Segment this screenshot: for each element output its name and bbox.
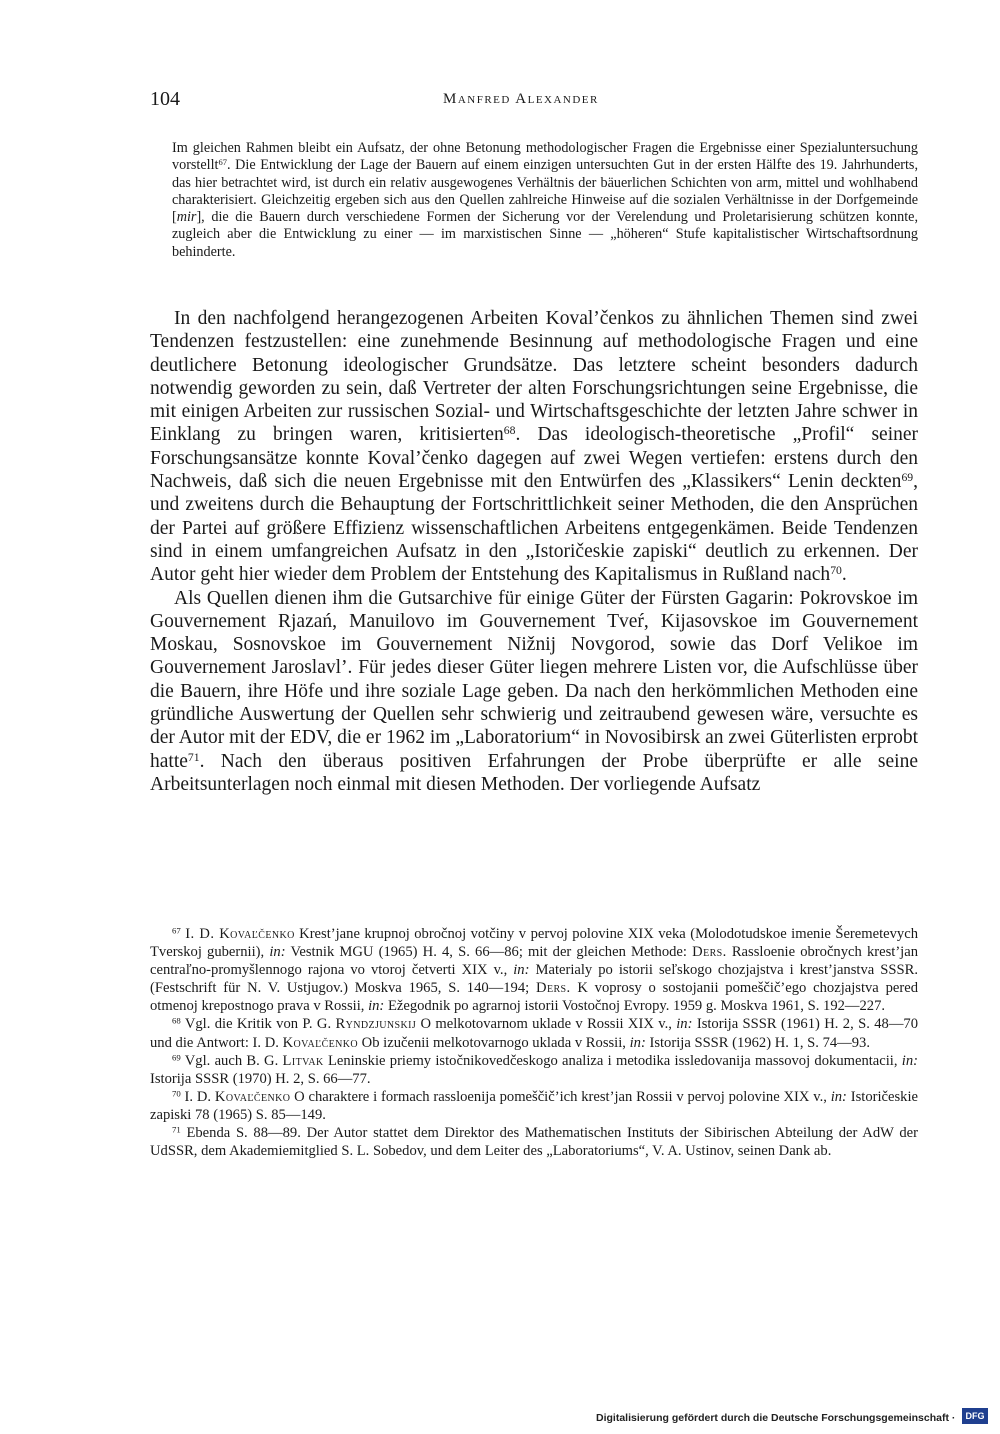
footnote-text: Vestnik MGU (1965) H. 4, S. 66—86; mit der gleichen Methode: <box>285 944 693 961</box>
main-text <box>150 307 918 796</box>
footnote-author: I. D. Kovaľčenko <box>185 926 295 942</box>
footnote-68 <box>150 1015 918 1051</box>
footnote-text: K voprosy o sostojanii pomeščič’ego chozjajstva pered otmenoj krepostnogo prava v Rossii, <box>150 980 918 1015</box>
footnote-number: 71 <box>172 1124 181 1135</box>
footnote-text: O charaktere i formach rassloenija pomeščič’ich krest’jan Rossii v pervoj polovine XIX v., <box>290 1088 831 1105</box>
footnote-in: in: <box>269 944 286 961</box>
footnote-author: Ders. <box>536 980 571 997</box>
footnote-ref-68[interactable]: 68 <box>503 424 516 438</box>
footnote-ref-70[interactable]: 70 <box>830 564 842 578</box>
body-paragraph <box>150 587 918 797</box>
footnote-ref-71[interactable]: 71 <box>187 750 200 764</box>
footnote-text: Istorija SSSR (1961) H. 2, S. 48—70 und die Antwort: I. D. <box>150 1016 919 1051</box>
footnote-text: Vgl. die Kritik von P. G. <box>180 1016 336 1033</box>
intro-paragraph <box>172 140 918 261</box>
footnote-text: Ežegodnik po agrarnoj istorii Vostočnoj Evropy. 1959 g. Moskva 1961, S. 192—227. <box>384 998 886 1015</box>
footnote-ref-67[interactable]: 67 <box>218 157 227 168</box>
footnote-in: in: <box>830 1088 847 1105</box>
footnote-text: Istorija SSSR (1962) H. 1, S. 74—93. <box>645 1034 871 1051</box>
footnote-in: in: <box>676 1016 693 1033</box>
running-header-author: Manfred Alexander <box>443 91 599 107</box>
footnote-in: in: <box>513 962 530 979</box>
footnote-67 <box>150 925 918 1015</box>
dfg-logo: DFG <box>962 1408 988 1424</box>
body-text: Als Quellen dienen ihm die Gutsarchive für einige Güter der Fürsten Gagarin: Pokrovskoe im Gouvernement Rjazań, Manuilovo im Gouvernement Tveŕ, Kijasovskoe im Gouvernement Moskau, Sosnovskoe im Gouvernement Nižnij Novgorod, sowie das Dorf Velikoe im Gouvernement Jaroslavl’. Für jedes dieser Güter liegen mehrere Listen vor, die Aufschlüsse über die Bauern, ihre Höfe und ihre soziale Lage geben. Da nach den herkömmlichen Methoden eine gründliche Auswertung der Quellen sehr schwierig und zeitraubend gewesen wäre, versuchte es der Autor mit der EDV, die er 1962 im „Laboratorium“ in Novosibirsk an zwei Güterlisten erprobt hatte <box>150 587 918 772</box>
body-paragraph <box>150 307 918 587</box>
footnote-text: Krest’jane krupnoj obročnoj votčiny v pervoj polovine XIX veka (Molodotudskoe imenie Šeremetevych Tverskoj gubernii), <box>150 926 918 961</box>
footnote-author: Kovaľčenko <box>214 1088 291 1105</box>
footnote-text: O melkotovarnom uklade v Rossii XIX v., <box>416 1016 677 1033</box>
body-text: , und zweitens durch die Behauptung der Fortschrittlichkeit seiner Methoden, die den Ansprüchen der Partei auf größere Effizienz wissenschaftlichen Arbeitens entgegenkämen. Beide Tendenzen sind in einem umfangreichen Aufsatz in den „Istoričeskie zapiski“ deutlich zu erkennen. Der Autor geht hier wieder dem Problem der Entstehung des Kapitalismus in Rußland nach <box>150 471 918 586</box>
footnote-author: Ders. <box>692 944 727 961</box>
italic-term: mir <box>176 209 197 226</box>
page-number: 104 <box>150 88 180 110</box>
footnote-text: Vgl. auch B. G. <box>180 1052 283 1069</box>
footnote-in: in: <box>368 998 385 1015</box>
footnote-text: I. D. <box>180 1088 215 1105</box>
footnote-69 <box>150 1052 918 1088</box>
footnote-text: Materialy po istorii seľskogo chozjajstva i krest’janstva SSSR. (Festschrift für N. V. Ustjugov.) Moskva 1965, S. 140—194; <box>150 962 918 997</box>
intro-text: ], die die Bauern durch verschiedene Formen der Sicherung vor der Verelendung und Proletarisierung schützen konnte, zugleich aber die Entwicklung zu einer — im marxistischen Sinne — „höheren“ Stufe kapitalistischer Wirtschaftsordnung behinderte. <box>172 209 918 260</box>
intro-text: . Die Entwicklung der Lage der Bauern auf einem einzigen untersuchten Gut in der ersten Hälfte des 19. Jahrhunderts, das hier betrachtet wird, ist durch ein relativ ausgewogenes Verhältnis der bäuerlichen Schichten von arm, mittel und wohlhabend charakterisiert. Gleichzeitig ergeben sich aus den Quellen zahlreiche Hinweise auf die sozialen Verhältnisse in der Dorfgemeinde [ <box>172 157 918 226</box>
footnote-number: 68 <box>172 1016 181 1027</box>
footnote-text: Leninskie priemy istočnikovedčeskogo analiza i metodika issledovanija massovoj dokumentacii, <box>323 1052 902 1069</box>
footnote-in: in: <box>629 1034 646 1051</box>
footnote-70 <box>150 1088 918 1124</box>
body-text: In den nachfolgend herangezogenen Arbeiten Koval’čenkos zu ähnlichen Themen sind zwei Tendenzen festzustellen: eine zunehmende Besinnung auf methodologische Fragen und eine deutlichere Betonung ideologischer Grundsätze. Das letztere scheint besonders dadurch notwendig geworden zu sein, daß Vertreter der alten Forschungsrichtungen seine Ergebnisse, die mit einigen Arbeiten zur russischen Sozial- und Wirtschaftsgeschichte der letzten Jahre schwer in Einklang zu bringen waren, kritisierten <box>150 308 918 446</box>
digitization-credit: Digitalisierung gefördert durch die Deutsche Forschungsgemeinschaft · <box>596 1412 956 1424</box>
footnote-author: Ryndzjunskij <box>335 1016 417 1033</box>
footnote-text: Rassloenie obročnych krest’jan centraľno-promyšlennogo rajona vo vtoroj četverti XIX v., <box>150 944 919 979</box>
body-text: . Nach den überaus positiven Erfahrungen der Probe überprüfte er alle seine Arbeitsunterlagen noch einmal mit diesen Methoden. Der vorliegende Aufsatz <box>150 750 918 795</box>
body-text: . <box>841 564 847 586</box>
footnote-in: in: <box>901 1052 919 1069</box>
footnotes <box>150 925 918 1160</box>
footnote-text: Ob izučenii melkotovarnogo uklada v Rossii, <box>358 1034 630 1051</box>
footnote-text: Istoričeskie zapiski 78 (1965) S. 85—149. <box>150 1088 919 1123</box>
footnote-number: 70 <box>172 1088 181 1099</box>
footnote-number: 69 <box>172 1052 181 1063</box>
intro-text: Im gleichen Rahmen bleibt ein Aufsatz, der ohne Betonung methodologischer Fragen die Ergebnisse einer Spezialuntersuchung vorstellt <box>172 140 918 174</box>
footnote-ref-69[interactable]: 69 <box>901 471 914 485</box>
footnote-71 <box>150 1124 918 1160</box>
footnote-author: Kovaľčenko <box>282 1034 359 1051</box>
body-text: . Das ideologisch-theoretische „Profil“ seiner Forschungsansätze konnte Koval’čenko dagegen auf zwei Wegen vertiefen: erstens durch den Nachweis, daß sich die neuen Ergebnisse mit den Entwürfen des „Klassikers“ Lenin deckten <box>150 424 919 493</box>
footnote-text: Istorija SSSR (1970) H. 2, S. 66—77. <box>150 1070 371 1087</box>
footnote-number: 67 <box>172 925 181 936</box>
footnote-text: Ebenda S. 88—89. Der Autor stattet dem Direktor des Mathematischen Instituts der Sibirischen Abteilung der AdW der UdSSR, dem Akademiemitglied S. L. Sobedov, und dem Leiter des „Laboratoriums“, V. A. Ustinov, seinen Dank ab. <box>150 1125 918 1160</box>
footnote-author: Litvak <box>282 1052 324 1069</box>
